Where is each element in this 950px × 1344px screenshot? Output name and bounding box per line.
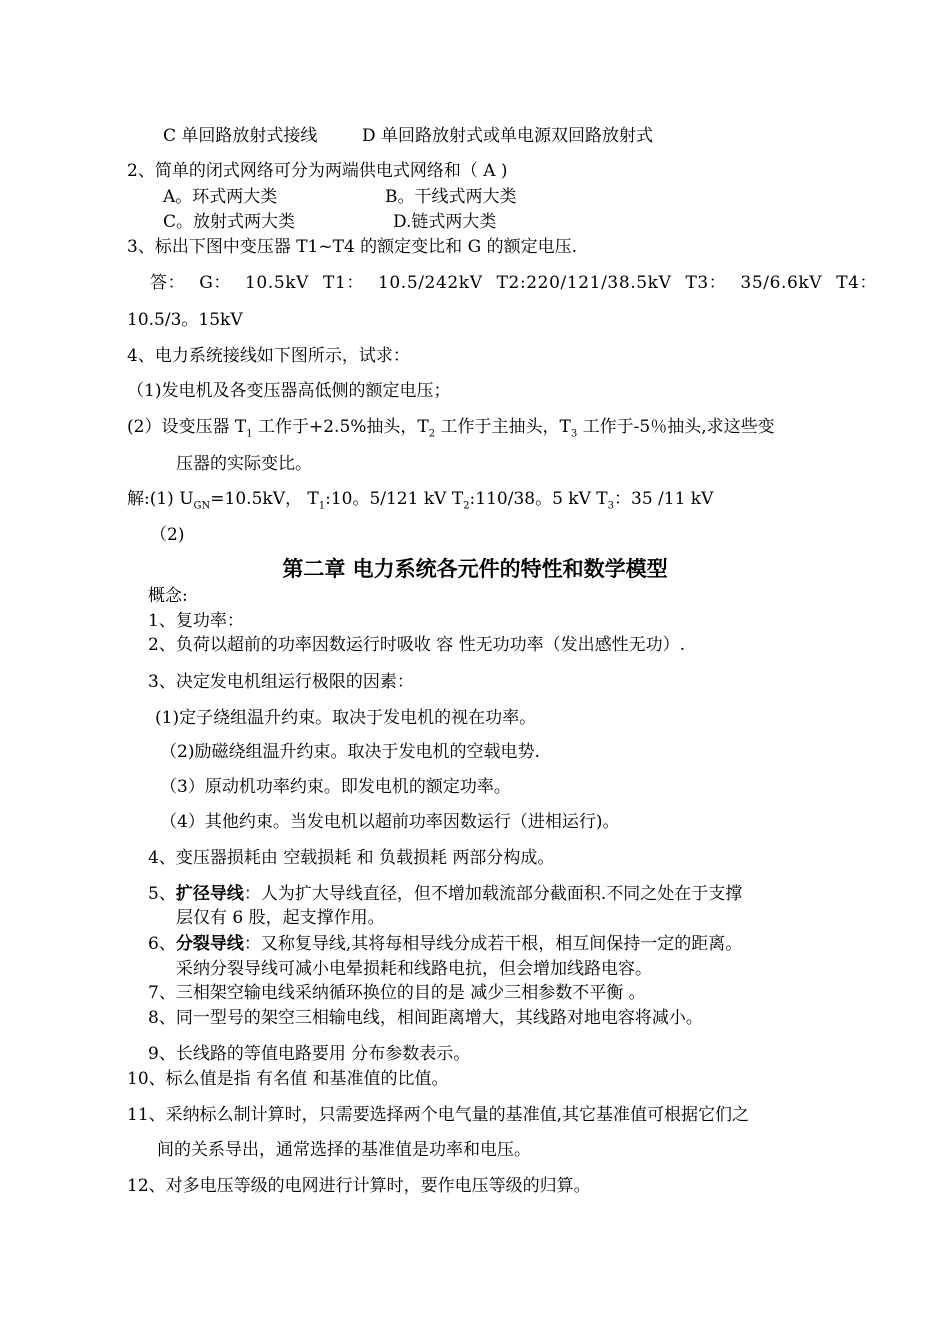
- q4-part-2-cont: 压器的实际变比。: [176, 454, 312, 474]
- concept-label: 概念:: [148, 586, 188, 606]
- concept-4: 4、变压器损耗由 空载损耗 和 负载损耗 两部分构成。: [148, 848, 555, 868]
- concept-7: 7、三相架空输电线采纳循环换位的目的是 减少三相参数不平衡 。: [148, 983, 646, 1003]
- concept-5: 5、扩径导线：人为扩大导线直径，但不增加载流部分截面积.不同之处在于支撑: [148, 884, 743, 904]
- question-3: 3、标出下图中变压器 T1~T4 的额定变比和 G 的额定电压.: [127, 237, 577, 257]
- q3-answer-line2: 10.5/3。15kV: [127, 310, 243, 330]
- q2-option-b: B。干线式两大类: [385, 187, 517, 207]
- concept-6: 6、分裂导线：又称复导线,其将每相导线分成若干根，相互间保持一定的距离。: [148, 934, 743, 954]
- concept-11: 11、采纳标么制计算时，只需要选择两个电气量的基准值,其它基准值可根据它们之: [127, 1105, 750, 1125]
- q3-answer-line1: 答： G： 10.5kV T1： 10.5/242kV T2:220/121/38.5kV T3： 35/6.6kV T4：: [150, 273, 878, 293]
- concept-3-4: （4）其他约束。当发电机以超前功率因数运行（进相运行)。: [160, 812, 620, 832]
- concept-11-cont: 间的关系导出，通常选择的基准值是功率和电压。: [157, 1140, 531, 1160]
- concept-3-3: （3）原动机功率约束。即发电机的额定功率。: [160, 777, 511, 797]
- solution-line: 解:(1) $U_{GN}=10.5kV$， $T_1:10$。5/121 kV $T_2:110/38$。5 kV $T_3$：35 /11 kV: [127, 489, 714, 512]
- chapter-title: 第二章 电力系统各元件的特性和数学模型: [282, 557, 668, 581]
- q4-part-1: （1)发电机及各变压器高低侧的额定电压；: [127, 381, 451, 401]
- concept-3-1: (1)定子绕组温升约束。取决于发电机的视在功率。: [155, 708, 537, 728]
- concept-6-cont: 采纳分裂导线可减小电晕损耗和线路电抗，但会增加线路电容。: [176, 959, 652, 979]
- concept-3: 3、决定发电机组运行极限的因素：: [148, 672, 414, 692]
- question-2: 2、简单的闭式网络可分为两端供电式网络和（ A ): [127, 161, 508, 181]
- concept-12: 12、对多电压等级的电网进行计算时，要作电压等级的归算。: [127, 1176, 591, 1196]
- concept-1: 1、复功率：: [148, 611, 244, 631]
- concept-9: 9、长线路的等值电路要用 分布参数表示。: [148, 1044, 471, 1064]
- q2-option-d: D.链式两大类: [393, 212, 497, 232]
- concept-2: 2、负荷以超前的功率因数运行时吸收 容 性无功功率（发出感性无功）.: [148, 635, 686, 655]
- concept-10: 10、标么值是指 有名值 和基准值的比值。: [127, 1069, 449, 1089]
- q2-option-a: A。环式两大类: [163, 187, 278, 207]
- option-d-text: D 单回路放射式或单电源双回路放射式: [362, 126, 654, 146]
- option-c-text: C 单回路放射式接线: [163, 126, 318, 146]
- concept-5-cont: 层仅有 6 股，起支撑作用。: [176, 908, 385, 928]
- question-4: 4、电力系统接线如下图所示，试求：: [127, 346, 410, 366]
- q2-option-c: C。放射式两大类: [163, 212, 296, 232]
- concept-8: 8、同一型号的架空三相输电线，相间距离增大，其线路对地电容将减小。: [148, 1008, 703, 1028]
- q4-part-2: (2）设变压器 $T_1$ 工作于+2.5%抽头，$T_2$ 工作于主抽头，$T_3$ 工作于-5％抽头,求这些变: [127, 417, 775, 440]
- concept-3-2: （2)励磁绕组温升约束。取决于发电机的空载电势.: [160, 742, 540, 762]
- solution-part-2: （2): [150, 525, 185, 545]
